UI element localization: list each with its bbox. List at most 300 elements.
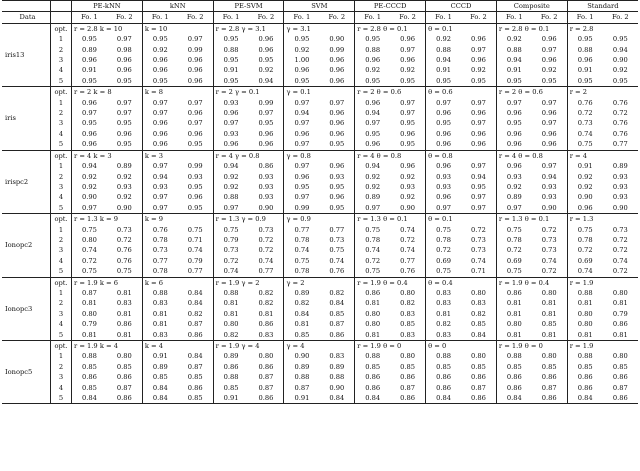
value-cell: 0.91	[213, 393, 248, 404]
method-header: Standard	[567, 1, 638, 12]
value-cell: 0.86	[178, 330, 213, 341]
fold-header: Fo. 1	[355, 12, 390, 23]
value-cell: 0.91	[152, 352, 168, 361]
row-index: 5	[51, 139, 72, 150]
value-cell: 0.97	[461, 161, 496, 171]
value-cell: 0.81	[223, 309, 239, 318]
value-cell: 0.80	[390, 351, 425, 361]
fold-header-row	[2, 12, 638, 23]
value-cell: 0.84	[152, 383, 168, 392]
row-index: 4	[51, 256, 72, 266]
value-cell: 0.72	[577, 109, 593, 118]
value-cell: 0.86	[249, 319, 284, 329]
value-cell: 0.95	[294, 182, 310, 191]
value-cell: 0.80	[532, 288, 567, 298]
row-index: 1	[51, 288, 72, 298]
value-cell: 0.90	[107, 203, 142, 214]
method-header-row	[2, 1, 638, 12]
value-cell: 0.86	[436, 383, 451, 392]
opt-params: r = 1.9 k = 4	[72, 341, 143, 352]
value-cell: 0.87	[107, 383, 142, 393]
value-cell: 0.74	[612, 256, 628, 265]
opt-params: r = 1.3 k = 9	[72, 214, 143, 225]
opt-params: k = 9	[142, 214, 213, 225]
value-cell: 0.89	[612, 162, 628, 171]
value-cell: 0.82	[178, 309, 213, 319]
value-cell: 0.91	[436, 66, 451, 75]
value-cell: 0.95	[249, 55, 284, 65]
value-cell: 0.90	[82, 193, 97, 202]
value-cell: 0.87	[294, 383, 310, 392]
table-row	[2, 76, 638, 87]
value-cell: 0.95	[390, 139, 425, 150]
row-index: 5	[51, 203, 72, 214]
value-cell: 0.74	[213, 266, 248, 277]
value-cell: 0.73	[532, 245, 567, 255]
value-cell: 0.95	[294, 35, 310, 44]
value-cell: 0.91	[223, 66, 239, 75]
value-cell: 0.73	[319, 235, 354, 245]
value-cell: 0.89	[319, 362, 354, 372]
value-cell: 0.88	[365, 45, 381, 54]
value-cell: 0.76	[612, 98, 628, 107]
value-cell: 0.96	[319, 192, 354, 202]
value-cell: 0.86	[390, 393, 425, 404]
value-cell: 0.72	[577, 246, 593, 255]
value-cell: 0.96	[532, 55, 567, 65]
value-cell: 0.96	[223, 109, 239, 118]
value-cell: 0.90	[612, 56, 628, 65]
value-cell: 0.77	[319, 225, 354, 235]
opt-row	[2, 341, 638, 352]
value-cell: 0.95	[319, 139, 354, 150]
value-cell: 0.85	[365, 362, 381, 371]
value-cell: 0.97	[107, 34, 142, 44]
value-cell: 0.97	[72, 203, 107, 214]
value-cell: 0.86	[461, 372, 496, 382]
value-cell: 0.91	[82, 66, 97, 75]
opt-label: opt.	[51, 23, 72, 34]
value-cell: 0.96	[461, 139, 496, 150]
value-cell: 0.88	[319, 372, 354, 382]
value-cell: 0.96	[506, 109, 522, 118]
value-cell: 0.93	[249, 192, 284, 202]
value-cell: 0.88	[436, 45, 451, 54]
opt-params: r = 2 k = 8	[72, 87, 143, 98]
value-cell: 0.74	[390, 245, 425, 255]
value-cell: 0.83	[436, 299, 451, 308]
value-cell: 0.83	[426, 330, 461, 341]
value-cell: 0.91	[577, 162, 593, 171]
dataset-name: iris13	[2, 23, 51, 86]
value-cell: 0.99	[284, 203, 319, 214]
value-cell: 0.96	[319, 76, 354, 87]
value-cell: 0.81	[496, 330, 531, 341]
value-cell: 0.96	[319, 118, 354, 128]
value-cell: 0.97	[107, 98, 142, 108]
value-cell: 0.97	[532, 45, 567, 55]
opt-params: θ = 0.6	[426, 87, 497, 98]
value-cell: 0.94	[82, 162, 97, 171]
value-cell: 0.73	[152, 246, 168, 255]
value-cell: 0.86	[612, 320, 628, 329]
value-cell: 0.81	[72, 330, 107, 341]
row-index: 2	[51, 45, 72, 55]
table-row	[2, 45, 638, 55]
value-cell: 0.87	[82, 288, 97, 297]
value-cell: 0.72	[603, 266, 638, 277]
value-cell: 0.76	[152, 225, 168, 234]
opt-params: r = 2 θ = 0.6	[496, 87, 567, 98]
value-cell: 0.96	[496, 139, 531, 150]
value-cell: 0.97	[284, 139, 319, 150]
opt-params: r = 1.9 γ = 2	[213, 277, 284, 288]
value-cell: 0.86	[603, 393, 638, 404]
value-cell: 0.83	[249, 330, 284, 341]
table-row	[2, 161, 638, 171]
value-cell: 0.73	[249, 225, 284, 235]
value-cell: 0.80	[461, 351, 496, 361]
opt-params: r = 4 k = 3	[72, 150, 143, 161]
table-row	[2, 108, 638, 118]
value-cell: 0.72	[390, 235, 425, 245]
value-cell: 0.95	[223, 56, 239, 65]
value-cell: 0.73	[461, 235, 496, 245]
value-cell: 0.86	[365, 383, 381, 392]
value-cell: 0.96	[82, 98, 97, 107]
value-cell: 0.96	[390, 34, 425, 44]
value-cell: 0.72	[506, 246, 522, 255]
value-cell: 0.80	[365, 309, 381, 318]
fold-header: Fo. 1	[496, 12, 531, 23]
value-cell: 0.90	[603, 203, 638, 214]
value-cell: 0.95	[567, 76, 602, 87]
value-cell: 0.81	[365, 299, 381, 308]
value-cell: 0.96	[365, 56, 381, 65]
value-cell: 0.97	[461, 192, 496, 202]
value-cell: 0.81	[567, 330, 602, 341]
value-cell: 0.90	[249, 203, 284, 214]
value-cell: 0.81	[249, 309, 284, 319]
row-index: 1	[51, 351, 72, 361]
value-cell: 0.97	[461, 45, 496, 55]
value-cell: 0.96	[107, 55, 142, 65]
value-cell: 0.74	[365, 246, 381, 255]
value-cell: 0.83	[142, 330, 177, 341]
value-cell: 0.89	[506, 193, 522, 202]
value-cell: 0.89	[294, 288, 310, 297]
value-cell: 0.96	[319, 108, 354, 118]
value-cell: 0.96	[178, 76, 213, 87]
data-column-header: Data	[2, 12, 51, 23]
value-cell: 0.93	[612, 193, 628, 202]
value-cell: 0.96	[532, 139, 567, 150]
value-cell: 0.97	[249, 108, 284, 118]
value-cell: 0.95	[152, 35, 168, 44]
value-cell: 0.95	[612, 35, 628, 44]
value-cell: 0.92	[577, 182, 593, 191]
value-cell: 0.72	[612, 109, 628, 118]
value-cell: 0.95	[178, 139, 213, 150]
value-cell: 0.85	[223, 383, 239, 392]
method-header: kNN	[142, 1, 213, 12]
value-cell: 0.93	[249, 172, 284, 182]
value-cell: 0.91	[506, 66, 522, 75]
value-cell: 0.96	[577, 56, 593, 65]
value-cell: 0.97	[178, 118, 213, 128]
value-cell: 0.85	[612, 362, 628, 371]
table-row	[2, 55, 638, 65]
method-header: PE-CCCD	[355, 1, 426, 12]
value-cell: 0.73	[612, 225, 628, 234]
value-cell: 0.95	[82, 119, 97, 128]
value-cell: 0.93	[223, 98, 239, 107]
row-index: 5	[51, 266, 72, 277]
value-cell: 0.78	[436, 235, 451, 244]
dataset-name: Ionopc3	[2, 277, 51, 340]
value-cell: 0.92	[506, 35, 522, 44]
value-cell: 0.78	[294, 235, 310, 244]
value-cell: 0.86	[107, 319, 142, 329]
opt-params: r = 1.3	[569, 215, 594, 224]
value-cell: 0.97	[213, 203, 248, 214]
value-cell: 0.83	[436, 288, 451, 297]
value-cell: 0.93	[107, 182, 142, 192]
value-cell: 0.95	[107, 76, 142, 87]
value-cell: 0.96	[178, 129, 213, 139]
value-cell: 0.83	[107, 298, 142, 308]
value-cell: 0.79	[223, 235, 239, 244]
value-cell: 0.80	[577, 309, 593, 318]
value-cell: 0.93	[390, 182, 425, 192]
table-row	[2, 118, 638, 128]
value-cell: 0.80	[390, 288, 425, 298]
opt-params: θ = 0.1	[426, 214, 497, 225]
value-cell: 0.99	[249, 98, 284, 108]
value-cell: 0.81	[152, 320, 168, 329]
value-cell: 0.75	[319, 245, 354, 255]
value-cell: 0.96	[390, 161, 425, 171]
opt-row	[2, 87, 638, 98]
opt-params: r = 1.3 θ = 0.1	[496, 214, 567, 225]
value-cell: 0.74	[178, 245, 213, 255]
value-cell: 0.92	[612, 66, 628, 75]
value-cell: 0.88	[223, 45, 239, 54]
table-row	[2, 129, 638, 139]
value-cell: 0.88	[223, 373, 239, 382]
value-cell: 0.79	[612, 309, 628, 318]
value-cell: 0.84	[496, 393, 531, 404]
value-cell: 0.84	[142, 393, 177, 404]
table-row	[2, 245, 638, 255]
value-cell: 0.83	[461, 298, 496, 308]
value-cell: 0.97	[390, 108, 425, 118]
opt-params: r = 2	[569, 88, 587, 97]
opt-params: θ = 0	[426, 341, 497, 352]
opt-label: opt.	[51, 214, 72, 225]
value-cell: 0.96	[567, 203, 602, 214]
value-cell: 0.85	[506, 362, 522, 371]
value-cell: 0.97	[355, 203, 390, 214]
table-row	[2, 65, 638, 75]
opt-label: opt.	[51, 341, 72, 352]
value-cell: 0.94	[532, 172, 567, 182]
value-cell: 0.92	[152, 45, 168, 54]
opt-params: r = 2.8 k = 10	[72, 23, 143, 34]
value-cell: 0.97	[152, 193, 168, 202]
value-cell: 0.74	[390, 225, 425, 235]
value-cell: 0.84	[461, 330, 496, 341]
opt-params: r = 1.9	[569, 342, 594, 350]
value-cell: 0.81	[532, 298, 567, 308]
value-cell: 0.97	[178, 98, 213, 108]
value-cell: 0.88	[436, 352, 451, 361]
value-cell: 0.88	[577, 45, 593, 54]
opt-params: r = 4 θ = 0.8	[355, 150, 426, 161]
value-cell: 0.72	[532, 266, 567, 277]
value-cell: 0.75	[82, 225, 97, 234]
value-cell: 0.86	[577, 373, 593, 382]
value-cell: 0.97	[506, 98, 522, 107]
value-cell: 0.84	[319, 298, 354, 308]
value-cell: 0.96	[294, 172, 310, 181]
value-cell: 0.93	[249, 182, 284, 192]
value-cell: 0.92	[577, 172, 593, 181]
value-cell: 0.97	[178, 34, 213, 44]
row-index: 5	[51, 330, 72, 341]
value-cell: 0.81	[506, 299, 522, 308]
value-cell: 0.93	[436, 172, 451, 181]
value-cell: 0.86	[107, 372, 142, 382]
value-cell: 0.93	[223, 129, 239, 138]
value-cell: 0.97	[436, 98, 451, 107]
value-cell: 0.85	[178, 393, 213, 404]
table-row	[2, 182, 638, 192]
value-cell: 0.75	[223, 225, 239, 234]
value-cell: 0.81	[506, 309, 522, 318]
value-cell: 0.92	[107, 192, 142, 202]
fold-header: Fo. 2	[178, 12, 213, 23]
opt-params: r = 1.9 k = 6	[72, 277, 143, 288]
value-cell: 0.86	[506, 383, 522, 392]
value-cell: 0.97	[461, 118, 496, 128]
fold-header: Fo. 2	[461, 12, 496, 23]
opt-params: k = 4	[142, 341, 213, 352]
value-cell: 0.81	[107, 309, 142, 319]
value-cell: 0.87	[178, 319, 213, 329]
value-cell: 0.92	[82, 182, 97, 191]
opt-params: r = 1.9	[569, 278, 594, 287]
value-cell: 0.77	[294, 225, 310, 234]
opt-params: r = 1.3 γ = 0.9	[213, 214, 284, 225]
value-cell: 0.83	[319, 351, 354, 361]
value-cell: 0.96	[436, 193, 451, 202]
value-cell: 0.92	[390, 65, 425, 75]
value-cell: 0.85	[390, 319, 425, 329]
opt-row	[2, 214, 638, 225]
value-cell: 0.80	[532, 351, 567, 361]
dataset-name: Ionopc5	[2, 341, 51, 404]
value-cell: 0.85	[461, 319, 496, 329]
value-cell: 0.69	[577, 256, 593, 265]
value-cell: 0.84	[319, 393, 354, 404]
value-cell: 0.78	[152, 235, 168, 244]
value-cell: 0.76	[577, 98, 593, 107]
dataset-name: Ionopc2	[2, 214, 51, 277]
value-cell: 0.75	[426, 266, 461, 277]
value-cell: 0.80	[461, 288, 496, 298]
value-cell: 0.96	[294, 66, 310, 75]
dataset-name: iris	[2, 87, 51, 150]
value-cell: 0.96	[532, 34, 567, 44]
value-cell: 0.93	[436, 182, 451, 191]
opt-params: γ = 3.1	[284, 23, 355, 34]
value-cell: 0.90	[294, 352, 310, 361]
value-cell: 0.88	[365, 352, 381, 361]
value-cell: 0.75	[355, 266, 390, 277]
opt-params: θ = 0.4	[426, 277, 497, 288]
value-cell: 0.86	[223, 362, 239, 371]
opt-params: r = 4	[569, 151, 587, 160]
row-index: 4	[51, 192, 72, 202]
value-cell: 0.95	[72, 76, 107, 87]
value-cell: 0.95	[390, 76, 425, 87]
value-cell: 0.72	[365, 256, 381, 265]
value-cell: 0.92	[390, 172, 425, 182]
value-cell: 0.74	[461, 256, 496, 266]
value-cell: 0.86	[249, 362, 284, 372]
value-cell: 0.97	[223, 119, 239, 128]
opt-params: r = 2 θ = 0.6	[355, 87, 426, 98]
table-row	[2, 256, 638, 266]
value-cell: 0.86	[249, 161, 284, 171]
value-cell: 0.81	[577, 299, 593, 308]
row-index: 3	[51, 372, 72, 382]
value-cell: 0.72	[532, 225, 567, 235]
value-cell: 0.92	[461, 65, 496, 75]
value-cell: 0.97	[426, 203, 461, 214]
value-cell: 0.97	[390, 45, 425, 55]
value-cell: 0.92	[294, 45, 310, 54]
value-cell: 0.84	[178, 298, 213, 308]
value-cell: 0.87	[532, 383, 567, 393]
value-cell: 0.88	[82, 352, 97, 361]
row-index: 3	[51, 182, 72, 192]
value-cell: 0.89	[107, 161, 142, 171]
value-cell: 0.77	[390, 256, 425, 266]
value-cell: 0.97	[365, 119, 381, 128]
value-cell: 0.95	[82, 35, 97, 44]
value-cell: 0.72	[612, 235, 628, 244]
row-index: 2	[51, 172, 72, 182]
value-cell: 0.88	[294, 373, 310, 382]
method-header: Composite	[496, 1, 567, 12]
value-cell: 0.86	[612, 373, 628, 382]
value-cell: 0.97	[107, 108, 142, 118]
value-cell: 0.84	[567, 393, 602, 404]
value-cell: 0.96	[319, 55, 354, 65]
fold-header: Fo. 1	[284, 12, 319, 23]
value-cell: 0.96	[249, 34, 284, 44]
value-cell: 0.96	[461, 55, 496, 65]
value-cell: 0.86	[436, 373, 451, 382]
row-index-header	[51, 12, 72, 23]
value-cell: 0.96	[107, 129, 142, 139]
value-cell: 0.80	[365, 320, 381, 329]
opt-params: θ = 0.8	[426, 150, 497, 161]
value-cell: 0.82	[249, 298, 284, 308]
value-cell: 0.69	[436, 256, 451, 265]
